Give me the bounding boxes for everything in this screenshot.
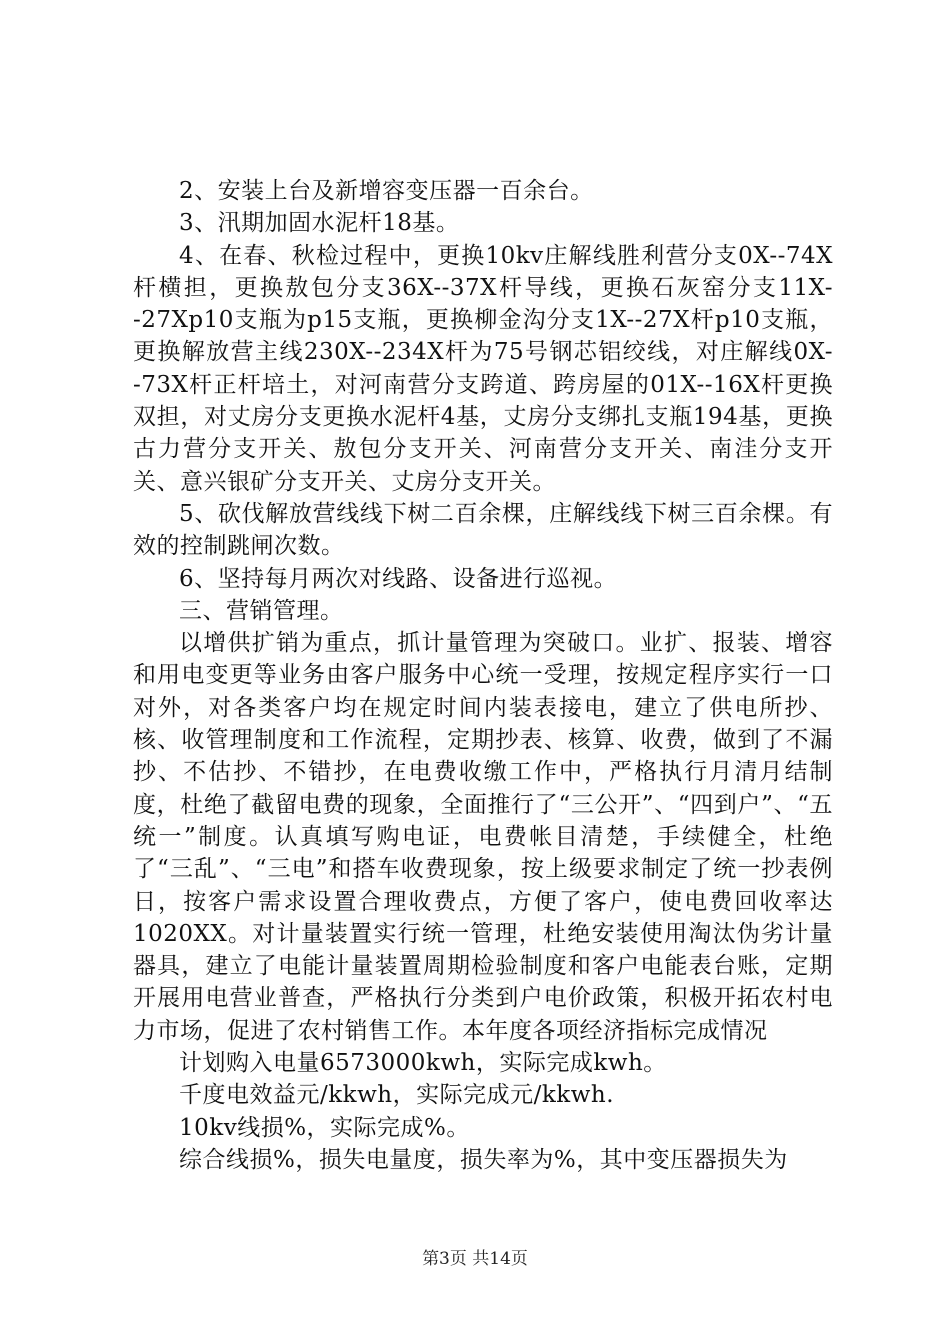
paragraph-item-2: 2、安装上台及新增容变压器一百余台。 <box>179 178 594 204</box>
paragraph-item-4: 4、在春、秋检过程中，更换10kv庄解线胜利营分支0X--74X杆横担，更换敖包分支36X--37X杆导线，更换石灰窑分支11X--27Xp10支瓶为p15支瓶，更换柳金沟分支1X--27X杆p10支瓶，更换解放营主线230X--234X杆为75号钢芯铝绞线，对庄解线0X--73X杆正杆培土，对河南营分支跨道、跨房屋的01X--16X杆更换双担，对丈房分支更换水泥杆4基，丈房分支绑扎支瓶194基，更换古力营分支开关、敖包分支开关、河南营分支开关、南洼分支开关、意兴银矿分支开关、丈房分支开关。 <box>133 242 833 495</box>
paragraph-item-6: 6、坚持每月两次对线路、设备进行巡视。 <box>179 565 618 592</box>
paragraph-item-5: 5、砍伐解放营线线下树二百余棵，庄解线线下树三百余棵。有效的控制跳闸次数。 <box>133 500 833 560</box>
paragraph-benefit: 千度电效益元/kkwh，实际完成元/kkwh. <box>179 1082 615 1109</box>
paragraph-total-loss: 综合线损%，损失电量度，损失率为%，其中变压器损失为 <box>179 1146 788 1173</box>
paragraph-purchase-plan: 计划购入电量6573000kwh，实际完成kwh。 <box>179 1050 667 1077</box>
page-footer: 第3页 共14页 <box>422 1249 528 1269</box>
paragraph-item-3: 3、汛期加固水泥杆18基。 <box>179 210 460 237</box>
body-text <box>133 175 833 1176</box>
paragraph-marketing-body: 以增供扩销为重点，抓计量管理为突破口。业扩、报装、增容和用电变更等业务由客户服务中心统一受理，按规定程序实行一口对外，对各类客户均在规定时间内装表接电，建立了供电所抄、核、收管理制度和工作流程，定期抄表、核算、收费，做到了不漏抄、不估抄、不错抄，在电费收缴工作中，严格执行月清月结制度，杜绝了截留电费的现象，全面推行了“三公开”、“四到户”、“五统一”制度。认真填写购电证，电费帐目清楚，手续健全，杜绝了“三乱”、“三电”和搭车收费现象，按上级要求制定了统一抄表例日，按客户需求设置合理收费点，方便了客户，使电费回收率达1020XX。对计量装置实行统一管理，杜绝安装使用淘汰伪劣计量器具，建立了电能计量装置周期检验制度和客户电能表台账，定期开展用电营业普查，严格执行分类到户电价政策，积极开拓农村电力市场，促进了农村销售工作。本年度各项经济指标完成情况 <box>133 630 833 1044</box>
section-heading-marketing: 三、营销管理。 <box>179 597 344 624</box>
paragraph-line-loss: 10kv线损%，实际完成%。 <box>179 1114 470 1141</box>
